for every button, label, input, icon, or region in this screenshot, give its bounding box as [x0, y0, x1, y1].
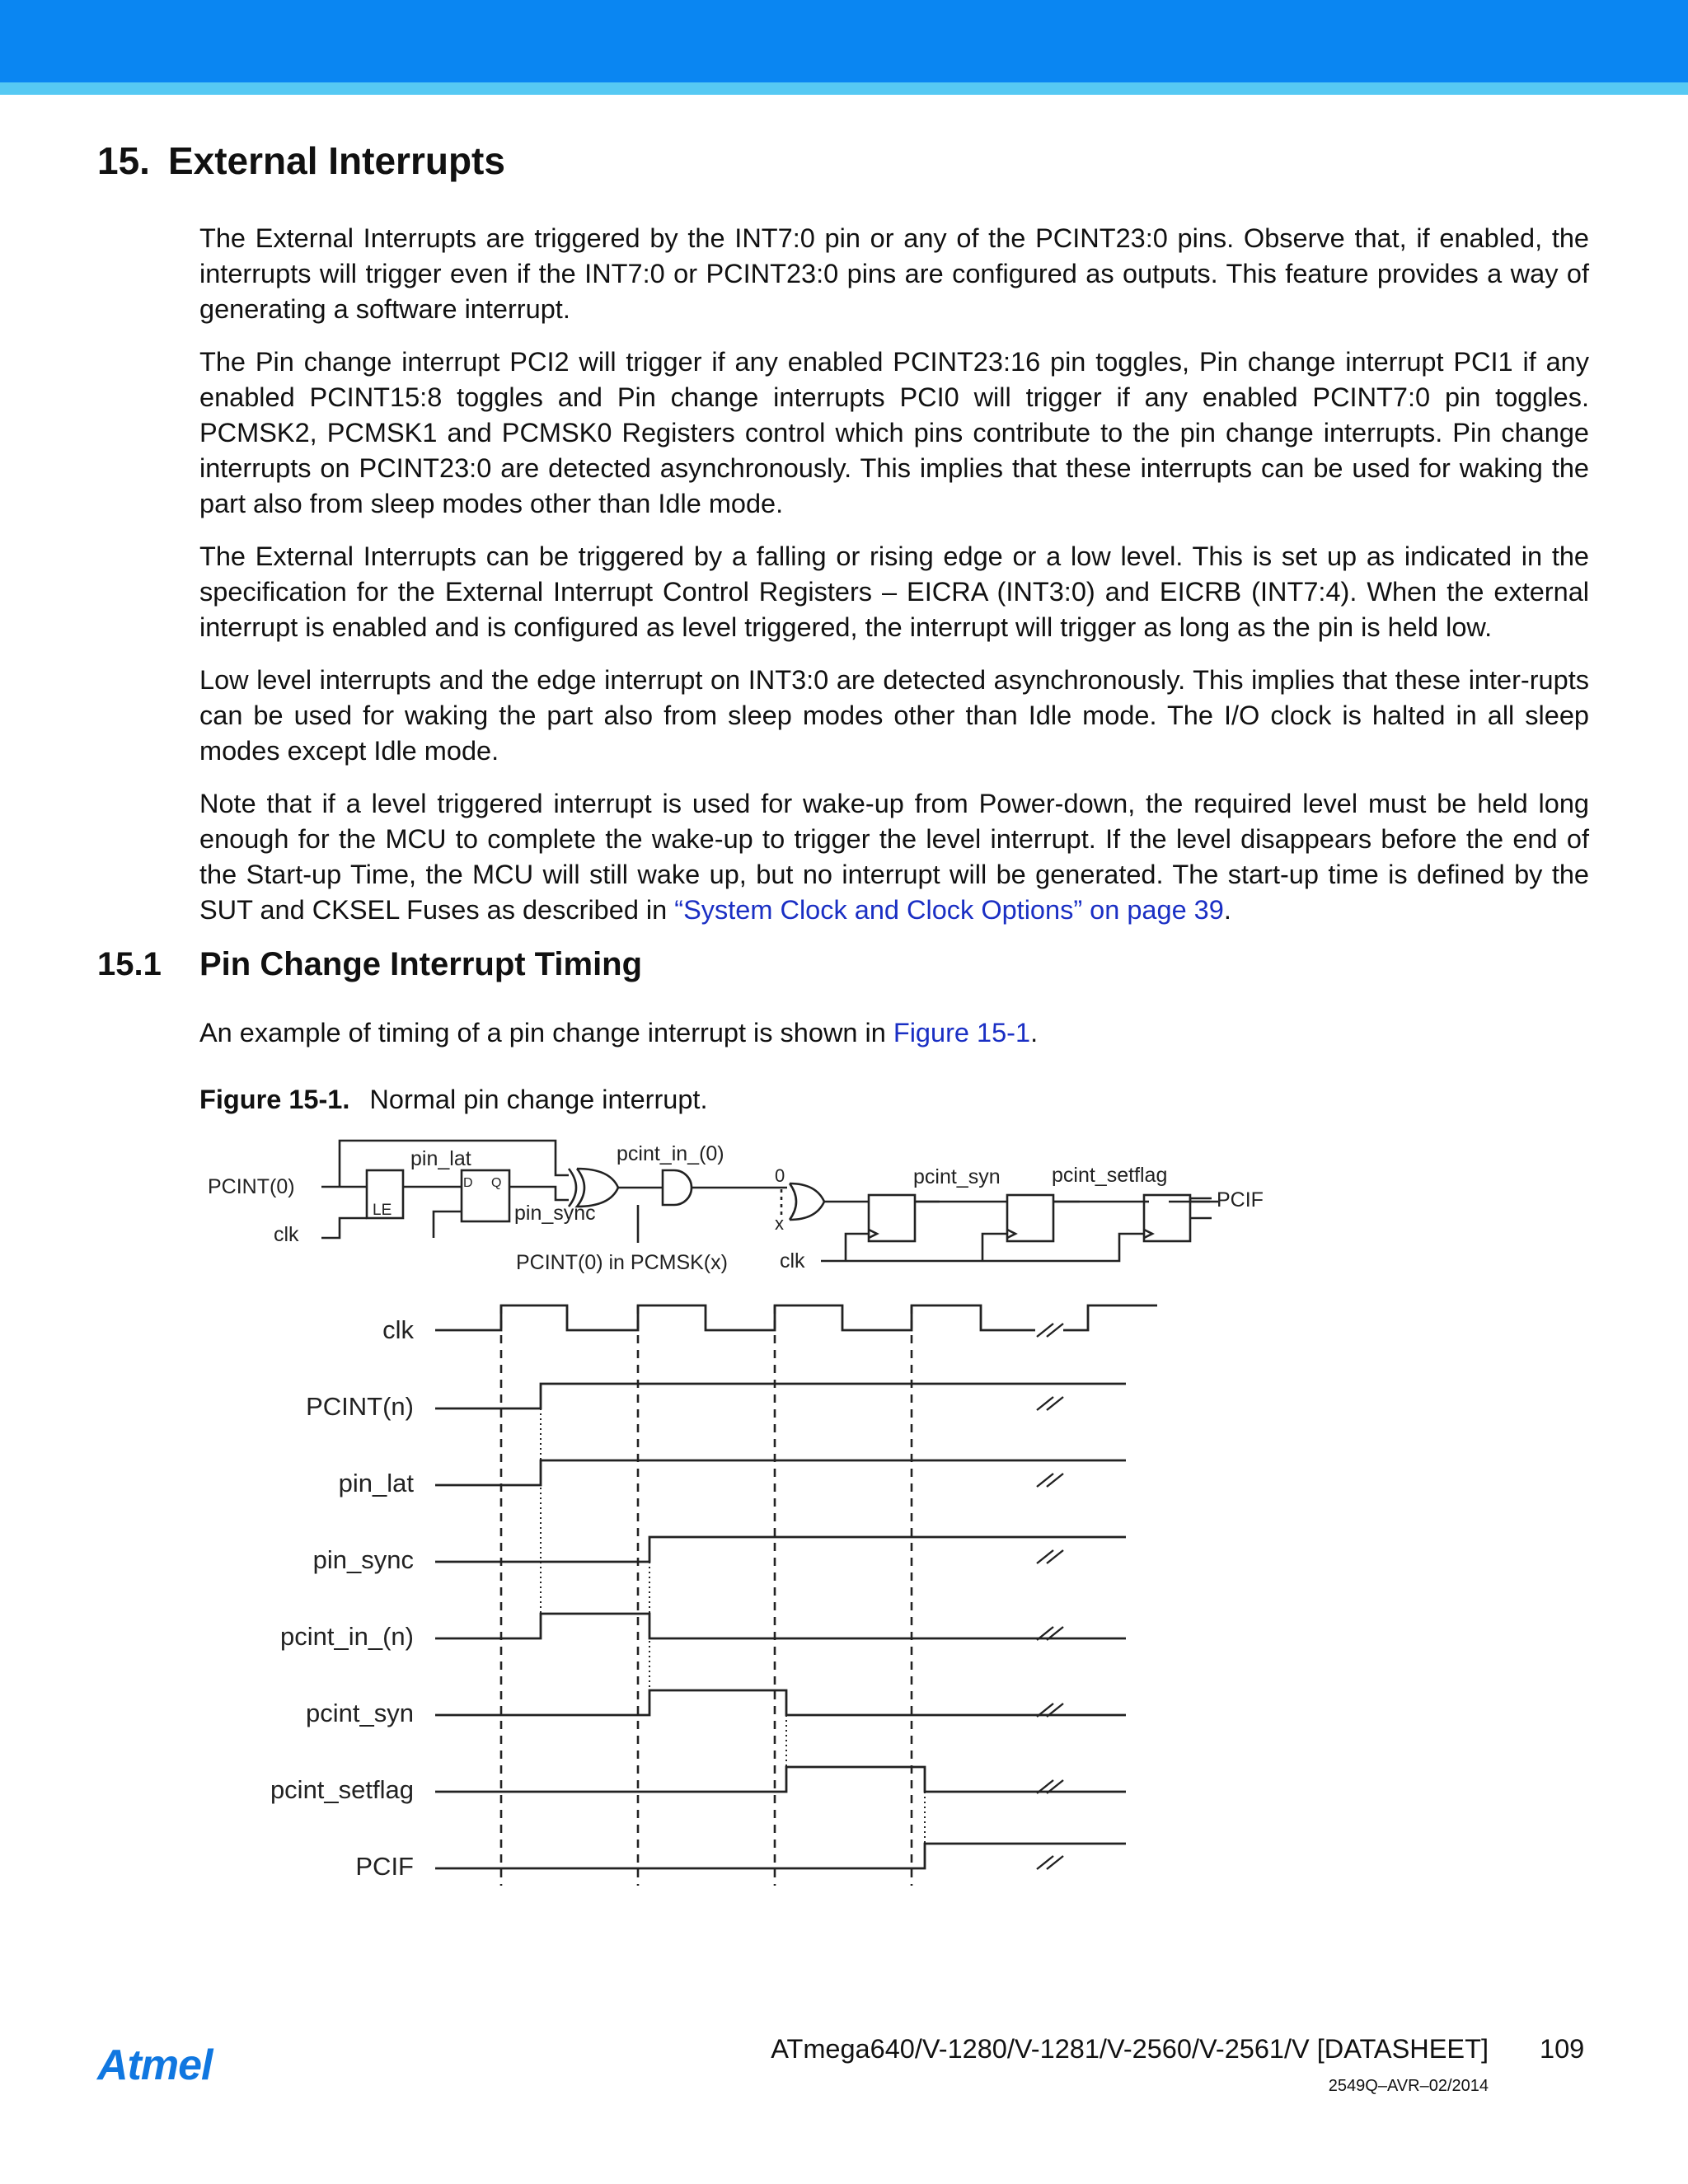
label-pcint-in: pcint_in_(0)	[617, 1142, 724, 1165]
clk-continuation	[1063, 1305, 1157, 1330]
timing-wave-2	[435, 1460, 1126, 1485]
timing-label-3: pin_sync	[312, 1545, 414, 1574]
break-mark-0	[1037, 1324, 1063, 1337]
figure-caption	[199, 1085, 708, 1115]
label-zero: 0	[775, 1165, 785, 1186]
label-d: D	[463, 1176, 473, 1190]
subsection-number: 15.1	[97, 946, 162, 982]
label-x: x	[775, 1213, 784, 1234]
timing-label-0: clk	[382, 1315, 414, 1344]
top-banner-strip	[0, 82, 1688, 95]
label-clk: clk	[274, 1223, 299, 1246]
timing-label-2: pin_lat	[338, 1469, 414, 1497]
label-clk2: clk	[780, 1249, 805, 1272]
label-pin-sync: pin_sync	[514, 1202, 596, 1225]
paragraph-4: Low level interrupts and the edge interrupt on INT3:0 are detected asynchronously. This implies that these inter-rupts can be used for waking the part also from sleep modes other than Idle mode. The I/O clock is halted in all sleep modes except Idle mode.	[199, 665, 1589, 766]
atmel-logo: Atmel	[97, 2041, 213, 2089]
figure-caption-text: Normal pin change interrupt.	[369, 1085, 708, 1114]
timing-wave-1	[435, 1384, 1126, 1408]
section-number: 15.	[97, 139, 150, 182]
subsection-title: Pin Change Interrupt Timing	[199, 946, 643, 982]
label-mask: PCINT(0) in PCMSK(x)	[516, 1251, 728, 1274]
section-heading	[97, 138, 505, 183]
label-pcint-setflag: pcint_setflag	[1052, 1164, 1168, 1187]
break-mark-2	[1037, 1474, 1063, 1487]
timing-wave-4	[435, 1614, 1126, 1638]
label-q: Q	[491, 1176, 502, 1190]
document-code: 2549Q–AVR–02/2014	[1328, 2077, 1489, 2095]
section-title: External Interrupts	[167, 139, 505, 182]
figure-15-1	[0, 1121, 1688, 1896]
timing-label-7: PCIF	[355, 1852, 414, 1881]
example-paragraph: An example of timing of a pin change interrupt is shown in Figure 15-1.	[199, 1018, 1039, 1047]
timing-wave-7	[435, 1844, 1126, 1868]
timing-wave-5	[435, 1690, 1126, 1715]
timing-label-5: pcint_syn	[306, 1699, 414, 1727]
system-clock-link[interactable]: “System Clock and Clock Options” on page 39	[674, 895, 1224, 925]
label-pcint0: PCINT(0)	[208, 1175, 295, 1198]
label-pcint-syn: pcint_syn	[913, 1165, 1001, 1188]
figure-label: Figure 15-1.	[199, 1085, 350, 1114]
timing-wave-6	[435, 1767, 1126, 1792]
paragraph-2: The Pin change interrupt PCI2 will trigger if any enabled PCINT23:16 pin toggles, Pin change interrupt PCI1 if any enabled PCINT15:8 toggles and Pin change interrupts PCI0 will trigger if any enabled PCINT7:0 pin toggles. PCMSK2, PCMSK1 and PCMSK0 Registers control which pins contribute to the pin change interrupts. Pin change interrupts on PCINT23:0 are detected asynchronously. This implies that these interrupts can be used for waking the part also from sleep modes other than Idle mode.	[199, 347, 1589, 518]
timing-label-6: pcint_setflag	[270, 1775, 414, 1804]
label-pin-lat: pin_lat	[410, 1147, 471, 1170]
timing-label-4: pcint_in_(n)	[280, 1622, 414, 1651]
timing-wave-3	[435, 1537, 1126, 1562]
timing-diagram	[270, 1305, 1157, 1886]
paragraph-5: Note that if a level triggered interrupt is used for wake-up from Power-down, the required level must be held long enough for the MCU to complete the wake-up to trigger the level interrupt. If the level disappears before the end of the Start-up Time, the MCU will still wake up, but no interrupt will be generated. The start-up time is defined by the SUT and CKSEL Fuses as described in “System Clock and Clock Options” on page 39.	[199, 789, 1589, 925]
page-number: 109	[1540, 2034, 1585, 2064]
footer-title: ATmega640/V-1280/V-1281/V-2560/V-2561/V [DATASHEET]	[771, 2034, 1489, 2064]
figure-15-1-link[interactable]: Figure 15-1	[893, 1018, 1031, 1047]
label-pcif: PCIF	[1217, 1188, 1264, 1212]
break-mark-3	[1037, 1550, 1063, 1563]
subsection-heading	[97, 946, 642, 983]
timing-wave-0	[435, 1305, 1035, 1330]
paragraph-3: The External Interrupts can be triggered by a falling or rising edge or a low level. This is set up as indicated in the specification for the External Interrupt Control Registers – EICRA (INT3:0) and EICRB (INT7:4). When the external interrupt is enabled and is configured as level triggered, the interrupt will trigger as long as the pin is held low.	[199, 541, 1589, 642]
break-mark-7	[1037, 1856, 1063, 1869]
timing-label-1: PCINT(n)	[306, 1392, 414, 1421]
label-le: LE	[373, 1202, 392, 1219]
section-body	[199, 221, 1589, 945]
paragraph-1: The External Interrupts are triggered by the INT7:0 pin or any of the PCINT23:0 pins. Observe that, if enabled, the interrupts will trigger even if the INT7:0 or PCINT23:0 pins are configured as outputs. This feature provides a way of generating a software interrupt.	[199, 223, 1589, 324]
top-banner	[0, 0, 1688, 82]
break-mark-1	[1037, 1397, 1063, 1410]
